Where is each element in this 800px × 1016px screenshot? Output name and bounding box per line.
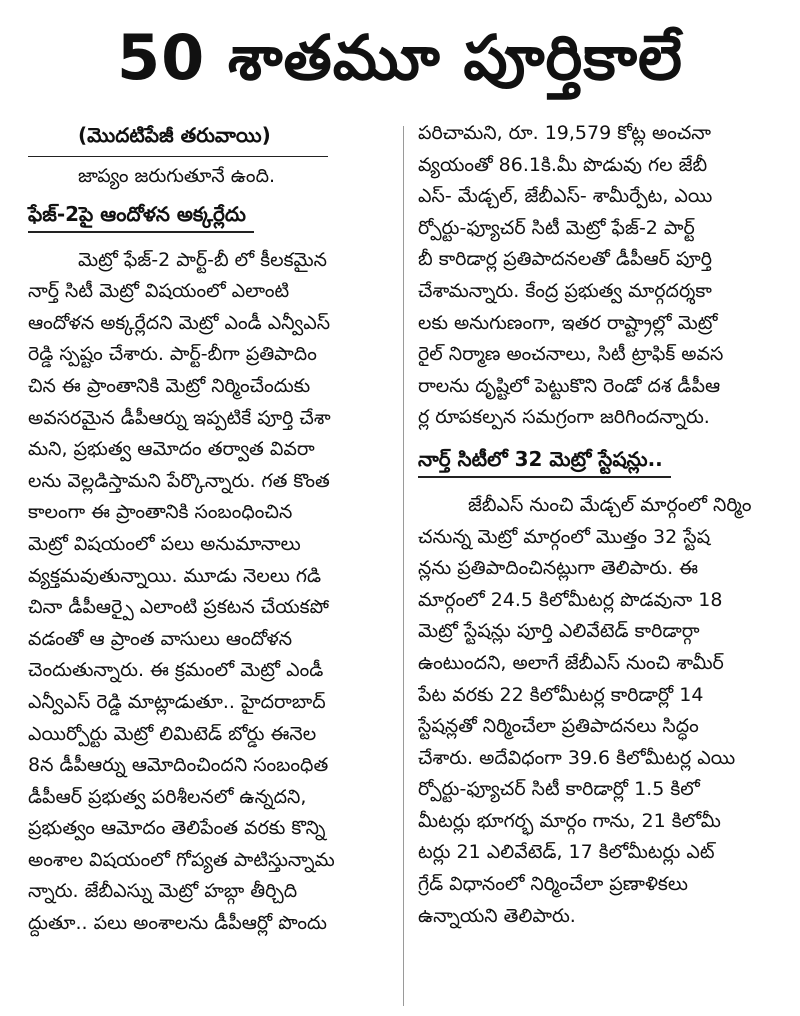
text-line: 8న డీపీఆర్ను ఆమోదించిందని సంబంధిత [28, 754, 329, 777]
text-line: మెట్రో విషయంలో పలు అనుమానాలు [28, 532, 301, 555]
continuation-note: (మొదటిపేజీ తరువాయి) [78, 123, 271, 147]
text-line: వ్యక్తమవుతున్నాయి. మూడు నెలలు గడి [28, 564, 322, 587]
right-column [418, 118, 784, 932]
text-line: చేశారు. అదేవిధంగా 39.6 కిలోమీటర్ల ఎయి [418, 746, 736, 769]
intro-line: జాప్యం జరుగుతూనే ఉంది. [78, 165, 276, 187]
text-line: ఎస్- మేడ్చల్, జేబీఎస్- శామీర్పేట, ఎయి [418, 185, 713, 208]
text-line: అవసరమైన డీపీఆర్ను ఇప్పటికే పూర్తి చేశా [28, 406, 331, 429]
text-line: వడంతో ఆ ప్రాంత వాసులు ఆందోళన [28, 627, 293, 650]
continuation-rule [28, 156, 328, 157]
left-column [28, 118, 390, 940]
right-body-a [418, 118, 784, 434]
text-line: పరిచామని, రూ. 19,579 కోట్ల అంచనా [418, 122, 712, 144]
text-line: రాలను దృష్టిలో పెట్టుకొని రెండో దశ డీపీఆ [418, 374, 721, 397]
text-line: మార్గంలో 24.5 కిలోమీటర్ల పొడవునా 18 [418, 588, 723, 611]
text-line: స్టేషన్లతో నిర్మించేలా ప్రతిపాదనలు సిద్ధం [418, 715, 699, 738]
text-line: గ్రేడ్ విధానంలో నిర్మించేలా ప్రణాళికలు [418, 873, 688, 896]
text-line: టర్లు 21 ఎలివేటెడ్, 17 కిలోమీటర్లు ఎట్ [418, 841, 715, 864]
text-line: లకు అనుగుణంగా, ఇతర రాష్ట్రాల్లో మెట్రో [418, 311, 718, 334]
left-body [28, 245, 390, 940]
text-line: వ్యయంతో 86.1కి.మీ పొడువు గల జేబీ [418, 153, 708, 176]
text-line: మెట్రో ఫేజ్-2 పార్ట్-బీ లో కీలకమైన [78, 248, 327, 271]
text-line: ర్ల రూపకల్పన సమగ్రంగా జరిగిందన్నారు. [418, 406, 710, 429]
text-line: రైల్ నిర్మాణ అంచనాలు, సిటీ ట్రాఫిక్ అవస [418, 343, 724, 366]
text-line: ద్దుతూ.. పలు అంశాలను డీపీఆర్లో పొందు [28, 912, 327, 935]
text-line: ఎయిర్పోర్టు మెట్రో లిమిటెడ్ బోర్డు ఈనెల [28, 722, 317, 745]
text-line: ర్పోర్టు-ఫ్యూచర్ సిటీ కారిడార్లో 1.5 కిలో [418, 778, 700, 801]
text-line: ఉంటుందని, అలాగే జేబీఎస్ నుంచి శామీర్ [418, 651, 724, 674]
text-line: చేశామన్నారు. కేంద్ర ప్రభుత్వ మార్గదర్శకా [418, 279, 712, 302]
headline: 50 శాతమూ పూర్తికాలే [116, 21, 684, 94]
text-line: ర్పోర్టు-ఫ్యూచర్ సిటీ మెట్రో ఫేజ్-2 పార్ట్ [418, 216, 695, 239]
text-line: లను వెల్లడిస్తామని పేర్కొన్నారు. గత కొంత [28, 469, 330, 492]
text-line: నార్త్ సిటీ మెట్రో విషయంలో ఎలాంటి [28, 280, 290, 303]
text-line: ఎన్వీఎస్ రెడ్డి మాట్లాడుతూ.. హైదరాబాద్ [28, 690, 326, 713]
text-line: మెట్రో స్టేషన్లు పూర్తి ఎలివేటెడ్ కారిడార్గా [418, 620, 700, 643]
text-line: డీపీఆర్ ప్రభుత్వ పరిశీలనలో ఉన్నదని, [28, 785, 307, 808]
right-subhead: నార్త్ సిటీలో 32 మెట్రో స్టేషన్లు.. [418, 442, 671, 478]
text-line: మీటర్లు భూగర్భ మార్గం గాను, 21 కిలోమీ [418, 809, 721, 832]
text-line: జేబీఎస్ నుంచి మేడ్చల్ మార్గంలో నిర్మిం [468, 493, 752, 516]
text-line: కాలంగా ఈ ప్రాంతానికి సంబంధించిన [28, 501, 293, 524]
text-line: చిన ఈ ప్రాంతానికి మెట్రో నిర్మించేందుకు [28, 374, 311, 397]
text-line: న్లను ప్రతిపాదించినట్లుగా తెలిపారు. ఈ [418, 557, 699, 580]
text-line: న్నారు. జేబీఎస్ను మెట్రో హబ్గా తీర్చిది [28, 880, 298, 903]
text-line: చినా డీపీఆర్పై ఎలాంటి ప్రకటన చేయకపో [28, 596, 329, 619]
left-subhead: ఫేజ్-2పై ఆందోళన అక్కర్లేదు [28, 197, 254, 233]
text-line: ఉన్నాయని తెలిపారు. [418, 904, 576, 927]
text-line: మని, ప్రభుత్వ ఆమోదం తర్వాత వివరా [28, 438, 315, 461]
text-line: రెడ్డి స్పష్టం చేశారు. పార్ట్-బీగా ప్రతిపాదిం [28, 343, 317, 366]
column-divider [403, 126, 404, 1006]
text-line: బీ కారిడార్ల ప్రతిపాదనలతో డీపీఆర్ పూర్తి [418, 248, 713, 271]
text-line: ప్రభుత్వం ఆమోదం తెలిపేంత వరకు కొన్ని [28, 817, 326, 840]
text-line: పేట వరకు 22 కిలోమీటర్ల కారిడార్లో 14 [418, 683, 704, 706]
right-body-b [418, 490, 784, 932]
text-line: చనున్న మెట్రో మార్గంలో మొత్తం 32 స్టేష [418, 525, 711, 548]
text-line: ఆందోళన అక్కర్లేదని మెట్రో ఎండీ ఎన్వీఎస్ [28, 311, 331, 334]
text-line: చెందుతున్నారు. ఈ క్రమంలో మెట్రో ఎండీ [28, 659, 324, 682]
text-line: అంశాల విషయంలో గోప్యత పాటిస్తున్నామ [28, 848, 335, 871]
